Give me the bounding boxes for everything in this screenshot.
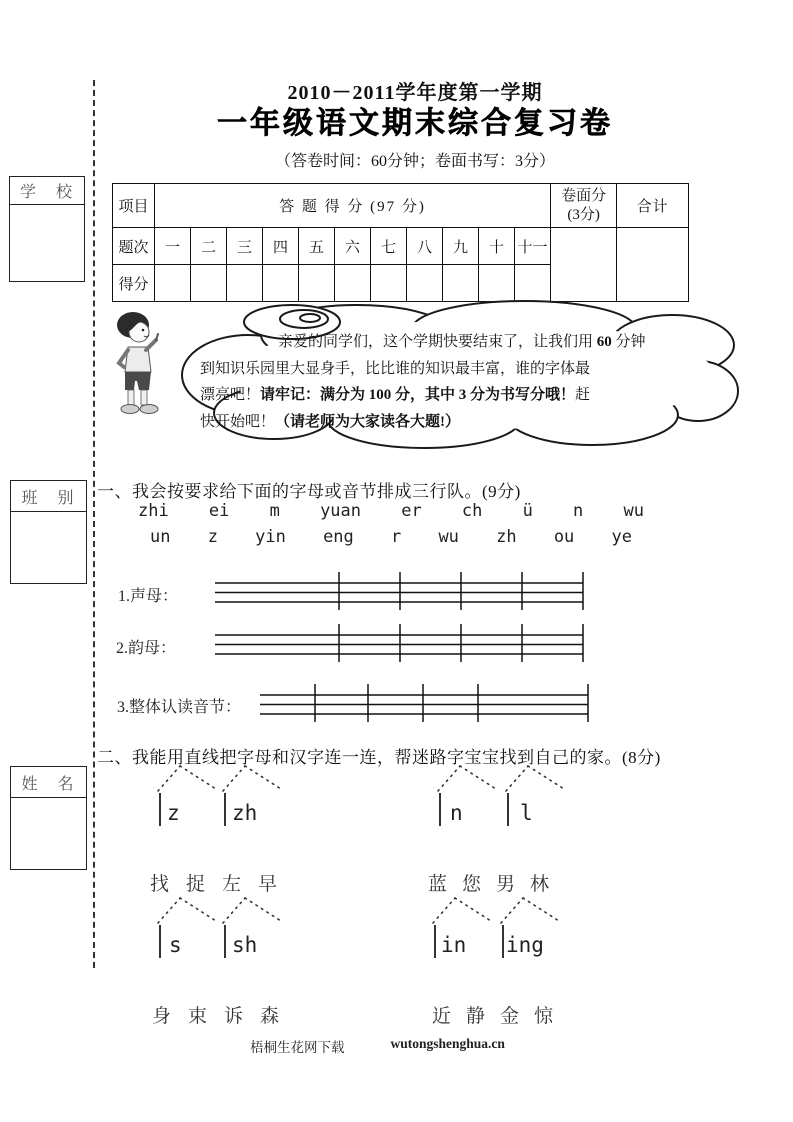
name-box xyxy=(10,766,87,870)
footer xyxy=(250,1036,505,1056)
pinyin-item: ei xyxy=(208,501,230,521)
speech-line-4 xyxy=(200,409,682,436)
speech-text: 快开始吧！ xyxy=(200,413,276,430)
cell-question-row-label: 题次 xyxy=(113,228,155,265)
cell-score-blank xyxy=(443,265,479,302)
hanzi-group-row2-left xyxy=(152,1001,279,1028)
pinyin-item: ou xyxy=(553,527,575,547)
hanzi: 身 xyxy=(152,1006,172,1027)
paper-score-line1: 卷面分 xyxy=(561,187,607,204)
letter-house-zh xyxy=(215,757,300,829)
pinyin-item: z xyxy=(207,527,218,547)
class-box xyxy=(10,480,87,584)
house-letter: z xyxy=(167,801,180,825)
letter-house-l xyxy=(498,757,583,829)
house-letter: n xyxy=(450,801,463,825)
hanzi: 早 xyxy=(258,874,278,895)
house-letter: ing xyxy=(506,933,544,957)
cell-q1: 一 xyxy=(155,228,191,265)
cell-score-blank xyxy=(515,265,551,302)
cell-q11: 十一 xyxy=(515,228,551,265)
cell-q6: 六 xyxy=(335,228,371,265)
cell-score-blank xyxy=(371,265,407,302)
house-letter: sh xyxy=(232,933,258,957)
speech-text: 到知识乐园里大显身手，比比谁的知识最丰富，谁的字体最 xyxy=(200,360,591,377)
pinyin-item: un xyxy=(150,527,171,547)
cell-q10: 十 xyxy=(479,228,515,265)
pinyin-item: m xyxy=(269,501,280,521)
whole-syllables-answer-grid xyxy=(260,681,590,725)
cell-total-blank xyxy=(617,228,689,302)
cell-answer-header: 答 题 得 分 (97 分) xyxy=(155,184,551,228)
finals-answer-grid xyxy=(215,621,587,665)
cell-score-blank xyxy=(155,265,191,302)
hanzi: 蓝 xyxy=(428,874,448,895)
pinyin-item: r xyxy=(390,527,402,547)
finals-label: 2.韵母： xyxy=(116,640,177,657)
fold-dashed-line xyxy=(93,80,95,968)
pinyin-item: yin xyxy=(255,527,286,547)
hanzi: 左 xyxy=(222,874,242,895)
whole-syllables-label: 3.整体认读音节： xyxy=(117,699,242,716)
pinyin-item: er xyxy=(401,501,422,521)
speech-line-2 xyxy=(200,356,682,383)
house-letter: in xyxy=(441,933,467,957)
cell-q3: 三 xyxy=(227,228,263,265)
cell-score-blank xyxy=(335,265,371,302)
cell-score-blank xyxy=(191,265,227,302)
hanzi: 静 xyxy=(466,1006,486,1027)
pinyin-item: ye xyxy=(611,527,632,547)
speech-text: 漂亮吧！ xyxy=(200,387,261,403)
hanzi: 金 xyxy=(500,1006,520,1027)
pinyin-item: yuan xyxy=(320,501,362,521)
house-letter: zh xyxy=(232,801,258,825)
hanzi: 找 xyxy=(150,874,170,895)
pinyin-item: ch xyxy=(461,501,483,521)
letter-house-ing xyxy=(493,889,583,961)
pinyin-item: n xyxy=(573,501,584,521)
cell-score-blank xyxy=(263,265,299,302)
house-letter: s xyxy=(169,933,182,957)
pinyin-item: wu xyxy=(438,527,459,547)
speech-line-3 xyxy=(200,382,682,409)
speech-text-bold: （请老师为大家读各大题!） xyxy=(275,413,461,430)
hanzi: 您 xyxy=(462,874,482,895)
cell-q2: 二 xyxy=(191,228,227,265)
cell-q9: 九 xyxy=(443,228,479,265)
class-box-label: 班 别 xyxy=(11,481,86,512)
page-title: 一年级语文期末综合复习卷 xyxy=(217,107,613,140)
speech-text: 分钟 xyxy=(611,334,646,350)
cell-q5: 五 xyxy=(299,228,335,265)
pinyin-item: ü xyxy=(522,501,533,521)
initials-label: 1.声母： xyxy=(118,588,179,605)
cell-score-blank xyxy=(299,265,335,302)
cell-score-blank xyxy=(227,265,263,302)
hanzi: 森 xyxy=(260,1006,280,1027)
hanzi: 近 xyxy=(432,1006,452,1027)
cell-paper-score-blank xyxy=(551,228,617,302)
hanzi: 男 xyxy=(496,874,516,895)
cell-paper-score-header xyxy=(551,184,617,228)
name-box-label: 姓 名 xyxy=(11,767,86,798)
speech-text: 亲爱的同学们，这个学期快要结束了，让我们用 xyxy=(278,334,597,350)
score-table xyxy=(112,183,689,302)
subtitle: （答卷时间：60分钟；卷面书写：3分） xyxy=(274,153,555,170)
term-line: 2010－2011学年度第一学期 xyxy=(287,82,543,104)
pinyin-item: eng xyxy=(323,527,354,547)
hanzi-group-row2-right xyxy=(432,1001,553,1028)
pinyin-row-2 xyxy=(150,527,632,547)
cell-score-blank xyxy=(479,265,515,302)
hanzi: 惊 xyxy=(534,1006,554,1027)
hanzi: 捉 xyxy=(186,874,206,895)
cell-score-blank xyxy=(407,265,443,302)
school-box xyxy=(9,176,85,282)
letter-house-sh xyxy=(215,889,300,961)
pinyin-item: zhi xyxy=(138,501,169,521)
initials-answer-grid xyxy=(215,569,587,613)
speech-bubble-text xyxy=(200,329,682,435)
paper-score-line2: (3分) xyxy=(567,206,600,223)
speech-line-1 xyxy=(200,329,682,356)
footer-site-name: 梧桐生花网下载 xyxy=(250,1040,345,1055)
cell-q7: 七 xyxy=(371,228,407,265)
hanzi: 束 xyxy=(188,1006,208,1027)
speech-text: 赶 xyxy=(575,387,591,403)
cell-score-row-label: 得分 xyxy=(113,265,155,302)
school-box-label: 学 校 xyxy=(10,177,84,205)
question-1-title: 一、我会按要求给下面的字母或音节排成三行队。(9分) xyxy=(97,482,521,501)
house-letter: l xyxy=(520,801,533,825)
cell-q8: 八 xyxy=(407,228,443,265)
cell-total-header: 合计 xyxy=(617,184,689,228)
pinyin-row-1 xyxy=(138,501,644,521)
hanzi: 林 xyxy=(530,874,550,895)
pinyin-item: wu xyxy=(623,501,644,521)
cell-q4: 四 xyxy=(263,228,299,265)
footer-site-url: wutongshenghua.cn xyxy=(390,1036,505,1051)
speech-text-bold: 请牢记：满分为 100 分，其中 3 分为书写分哦！ xyxy=(260,387,576,403)
speech-text-bold: 60 xyxy=(596,334,612,350)
cell-item-label: 项目 xyxy=(113,184,155,228)
pinyin-item: zh xyxy=(496,527,517,547)
question-2-title: 二、我能用直线把字母和汉字连一连，帮迷路字宝宝找到自己的家。(8分) xyxy=(97,748,661,767)
hanzi: 诉 xyxy=(224,1006,244,1027)
